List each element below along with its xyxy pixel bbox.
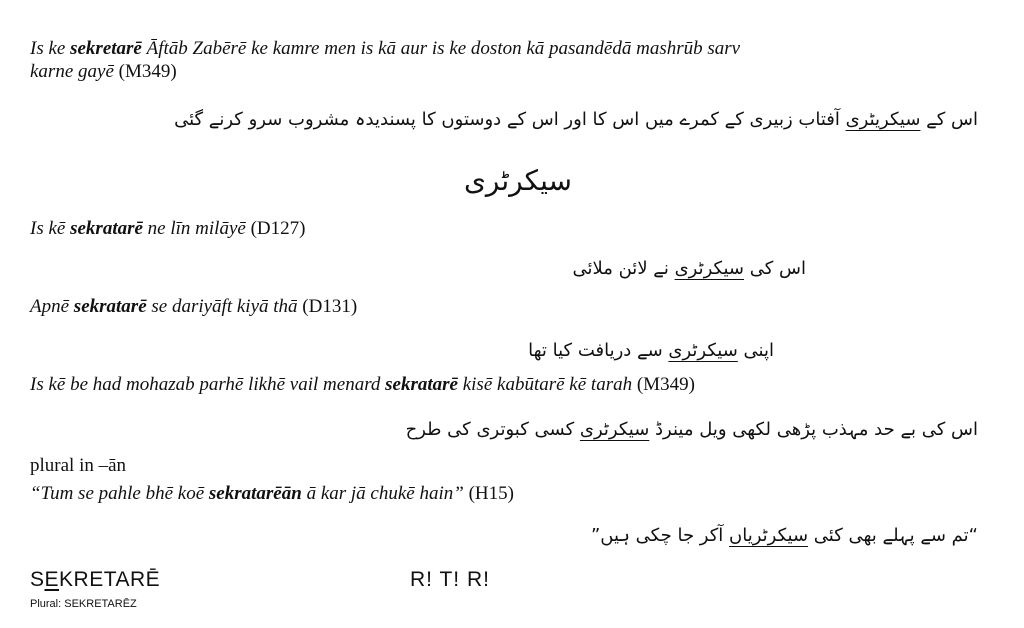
translit-text: Is kē	[30, 218, 71, 239]
urdu-text: کسی کبوتری کی طرح	[405, 419, 580, 440]
entry-2-urdu	[572, 255, 806, 283]
headword-letters: KRETARĒ	[59, 568, 161, 591]
translit-text: karne gayē	[30, 61, 114, 82]
translit-text: “Tum se pahle bhē koē	[30, 483, 209, 504]
headword-letter: S	[30, 568, 45, 591]
term-bold: sekratarē	[385, 374, 458, 395]
source-ref: (M349)	[632, 374, 695, 395]
footer-plural-note: Plural: SEKRETARĒZ	[30, 598, 137, 610]
urdu-text: اس کے	[920, 109, 978, 130]
entry-3-translit	[30, 296, 357, 318]
entry-1-translit	[30, 38, 740, 60]
urdu-text: آکر جا چکی ہیں”	[590, 525, 730, 546]
entry-5-translit	[30, 483, 514, 505]
urdu-term: سیکرٹریاں	[729, 525, 809, 546]
source-ref: (D131)	[297, 296, 358, 317]
translit-text: Apnē	[30, 296, 74, 317]
translit-text: ne līn milāyē	[142, 218, 246, 239]
urdu-text: سے دریافت کیا تھا	[528, 340, 669, 361]
translit-text: se dariyāft kiyā thā	[146, 296, 298, 317]
term-bold: sekratarēān	[208, 483, 302, 504]
translit-text: ā kar jā chukē hain”	[301, 483, 464, 504]
footer-headword	[30, 568, 160, 592]
urdu-term: سیکرٹری	[674, 258, 744, 279]
urdu-text: اپنی	[737, 340, 774, 361]
entry-3-urdu	[528, 337, 774, 365]
translit-text: kisē kabūtarē kē tarah	[457, 374, 633, 395]
source-ref: (M349)	[113, 61, 177, 82]
footer-code: R! T! R!	[410, 568, 490, 591]
urdu-text: آفتاب زبیری کے کمرے میں اس کا اور اس کے دوستوں کا پسندیدہ مشروب سرو کرنے گئی	[174, 109, 846, 130]
translit-text: Is kē be had mohazab parhē likhē vail menard	[30, 374, 386, 395]
translit-text: Is ke	[30, 38, 71, 59]
entry-1-translit-line2	[30, 61, 177, 83]
plural-heading: plural in –ān	[30, 455, 127, 476]
entry-5-urdu	[591, 522, 978, 550]
term-bold: sekretarē	[70, 38, 142, 59]
entry-2-translit	[30, 218, 305, 240]
translit-text: Āftāb Zabērē ke kamre men is kā aur is ke doston kā pasandēdā mashrūb sarv	[141, 38, 741, 59]
headword-letter-underlined: E	[44, 568, 60, 591]
urdu-term: سیکرٹری	[579, 419, 650, 440]
urdu-text: نے لائن ملائی	[572, 258, 675, 279]
source-ref: (D127)	[245, 218, 306, 239]
term-bold: sekratarē	[73, 296, 147, 317]
source-ref: (H15)	[463, 483, 514, 504]
urdu-text: “تم سے پہلے بھی کئی	[808, 525, 978, 546]
entry-4-translit	[30, 374, 695, 396]
entry-1-urdu	[174, 106, 978, 134]
urdu-text: اس کی بے حد مہذب پڑھی لکھی ویل مینرڈ	[649, 419, 978, 440]
urdu-headword: سیکرٹری	[464, 164, 572, 197]
entry-4-urdu	[406, 416, 978, 444]
term-bold: sekratarē	[70, 218, 143, 239]
urdu-text: اس کی	[744, 258, 806, 279]
urdu-term: سیکریٹری	[845, 109, 921, 130]
urdu-term: سیکرٹری	[668, 340, 738, 361]
